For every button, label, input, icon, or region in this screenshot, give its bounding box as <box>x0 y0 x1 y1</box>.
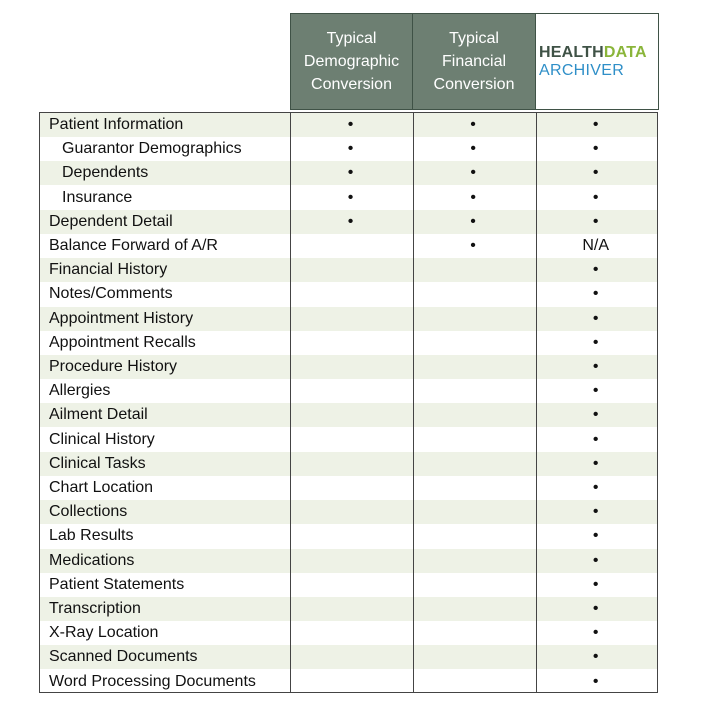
table-row <box>40 113 657 137</box>
table-row <box>40 210 657 234</box>
row-label: Scanned Documents <box>49 648 198 666</box>
demographic-cell <box>289 282 412 306</box>
table-row <box>40 161 657 185</box>
demographic-cell <box>289 670 412 694</box>
archiver-cell: • <box>592 140 599 158</box>
financial-cell <box>412 476 535 500</box>
table-row <box>40 597 657 621</box>
row-label: Chart Location <box>49 479 154 496</box>
archiver-cell: • <box>592 358 599 375</box>
financial-cell: • <box>470 188 476 206</box>
table-row <box>40 186 657 210</box>
table-row <box>40 645 657 669</box>
demographic-cell <box>289 621 412 645</box>
row-label: Lab Results <box>49 527 134 545</box>
row-label: Guarantor Demographics <box>62 140 242 158</box>
table-row <box>40 621 657 645</box>
archiver-cell: • <box>592 406 599 424</box>
table-row <box>40 476 657 500</box>
table-row <box>40 452 657 476</box>
row-label: X-Ray Location <box>49 624 159 642</box>
logo-data: DATA <box>603 43 647 61</box>
financial-cell <box>412 452 535 476</box>
financial-cell <box>412 282 535 306</box>
demographic-cell <box>289 452 412 476</box>
demographic-cell <box>289 258 412 282</box>
table-row <box>40 670 657 694</box>
archiver-cell: • <box>592 261 599 279</box>
demographic-cell <box>289 331 412 355</box>
archiver-cell: • <box>592 116 599 133</box>
demographic-cell: • <box>347 116 354 133</box>
financial-cell: • <box>470 116 476 133</box>
financial-cell <box>412 549 535 573</box>
row-label: Balance Forward of A/R <box>49 237 218 254</box>
demographic-cell <box>289 355 412 379</box>
table-row <box>40 234 657 258</box>
column-divider <box>413 113 414 692</box>
row-label: Appointment Recalls <box>49 333 196 351</box>
header-line: Typical <box>326 30 377 47</box>
row-label: Transcription <box>49 600 141 617</box>
demographic-cell <box>289 573 412 597</box>
demographic-cell: • <box>347 164 354 182</box>
archiver-cell: • <box>592 430 599 448</box>
financial-cell <box>412 379 535 403</box>
demographic-cell <box>289 428 412 452</box>
financial-cell <box>412 307 535 331</box>
archiver-cell: • <box>592 454 599 472</box>
header-financial-conversion <box>413 13 536 110</box>
financial-cell <box>412 355 535 379</box>
table-row <box>40 549 657 573</box>
row-label: Clinical History <box>49 430 155 448</box>
archiver-cell: N/A <box>582 237 610 254</box>
demographic-cell: • <box>347 212 354 230</box>
table-row <box>40 258 657 282</box>
financial-cell <box>412 500 535 524</box>
archiver-cell: • <box>592 309 599 327</box>
table-row <box>40 137 657 161</box>
financial-cell: • <box>470 140 476 158</box>
demographic-cell <box>289 524 412 548</box>
table-row <box>40 331 657 355</box>
financial-cell <box>412 524 535 548</box>
demographic-cell <box>289 500 412 524</box>
archiver-cell: • <box>592 503 599 521</box>
row-label: Clinical Tasks <box>49 454 146 472</box>
table-row <box>40 355 657 379</box>
table-row <box>40 379 657 403</box>
financial-cell <box>412 621 535 645</box>
header-line: Financial <box>441 53 507 70</box>
demographic-cell <box>289 379 412 403</box>
comparison-table <box>39 112 658 693</box>
archiver-cell: • <box>592 212 599 230</box>
archiver-cell: • <box>592 188 599 206</box>
table-row <box>40 282 657 306</box>
row-label: Patient Information <box>49 116 184 133</box>
header-line: Typical <box>449 30 499 47</box>
header-demographic-conversion <box>290 13 413 110</box>
archiver-cell: • <box>592 551 599 569</box>
header-line: Conversion <box>433 76 515 93</box>
demographic-cell <box>289 403 412 427</box>
financial-cell: • <box>470 164 476 182</box>
financial-cell: • <box>470 237 476 254</box>
row-label: Collections <box>49 503 128 521</box>
logo-archiver: ARCHIVER <box>539 61 625 79</box>
table-row <box>40 500 657 524</box>
row-label: Word Processing Documents <box>49 672 256 690</box>
demographic-cell: • <box>347 188 354 206</box>
row-label: Insurance <box>62 188 133 206</box>
archiver-cell: • <box>592 382 599 400</box>
row-label: Financial History <box>49 261 168 279</box>
row-label: Notes/Comments <box>49 285 173 303</box>
header-line: Conversion <box>311 76 392 93</box>
row-label: Patient Statements <box>49 575 185 593</box>
header-line: Demographic <box>303 53 400 70</box>
row-label: Ailment Detail <box>49 406 148 424</box>
archiver-cell: • <box>592 600 599 617</box>
demographic-cell <box>289 476 412 500</box>
archiver-cell: • <box>592 672 599 690</box>
financial-cell <box>412 258 535 282</box>
table-row <box>40 403 657 427</box>
table-header <box>290 13 659 110</box>
healthdata-archiver-logo <box>536 13 659 110</box>
table-row <box>40 524 657 548</box>
demographic-cell <box>289 645 412 669</box>
row-label: Allergies <box>49 382 111 400</box>
archiver-cell: • <box>592 648 599 666</box>
logo-health: HEALTH <box>539 43 604 61</box>
archiver-cell: • <box>592 479 599 496</box>
row-label: Dependent Detail <box>49 212 173 230</box>
financial-cell <box>412 670 535 694</box>
row-label: Appointment History <box>49 309 194 327</box>
demographic-cell: • <box>347 140 354 158</box>
financial-cell <box>412 597 535 621</box>
archiver-cell: • <box>592 527 599 545</box>
archiver-cell: • <box>592 575 599 593</box>
archiver-cell: • <box>592 164 599 182</box>
demographic-cell <box>289 234 412 258</box>
table-row <box>40 428 657 452</box>
archiver-cell: • <box>592 624 599 642</box>
demographic-cell <box>289 549 412 573</box>
table-row <box>40 307 657 331</box>
column-divider <box>536 113 537 692</box>
row-label: Procedure History <box>49 358 178 375</box>
financial-cell <box>412 331 535 355</box>
financial-cell <box>412 403 535 427</box>
table-row <box>40 573 657 597</box>
archiver-cell: • <box>592 285 599 303</box>
financial-cell <box>412 428 535 452</box>
demographic-cell <box>289 597 412 621</box>
row-label: Medications <box>49 551 135 569</box>
column-divider <box>290 113 291 692</box>
row-label: Dependents <box>62 164 149 182</box>
financial-cell <box>412 645 535 669</box>
financial-cell <box>412 573 535 597</box>
demographic-cell <box>289 307 412 331</box>
financial-cell: • <box>470 212 476 230</box>
archiver-cell: • <box>592 333 599 351</box>
